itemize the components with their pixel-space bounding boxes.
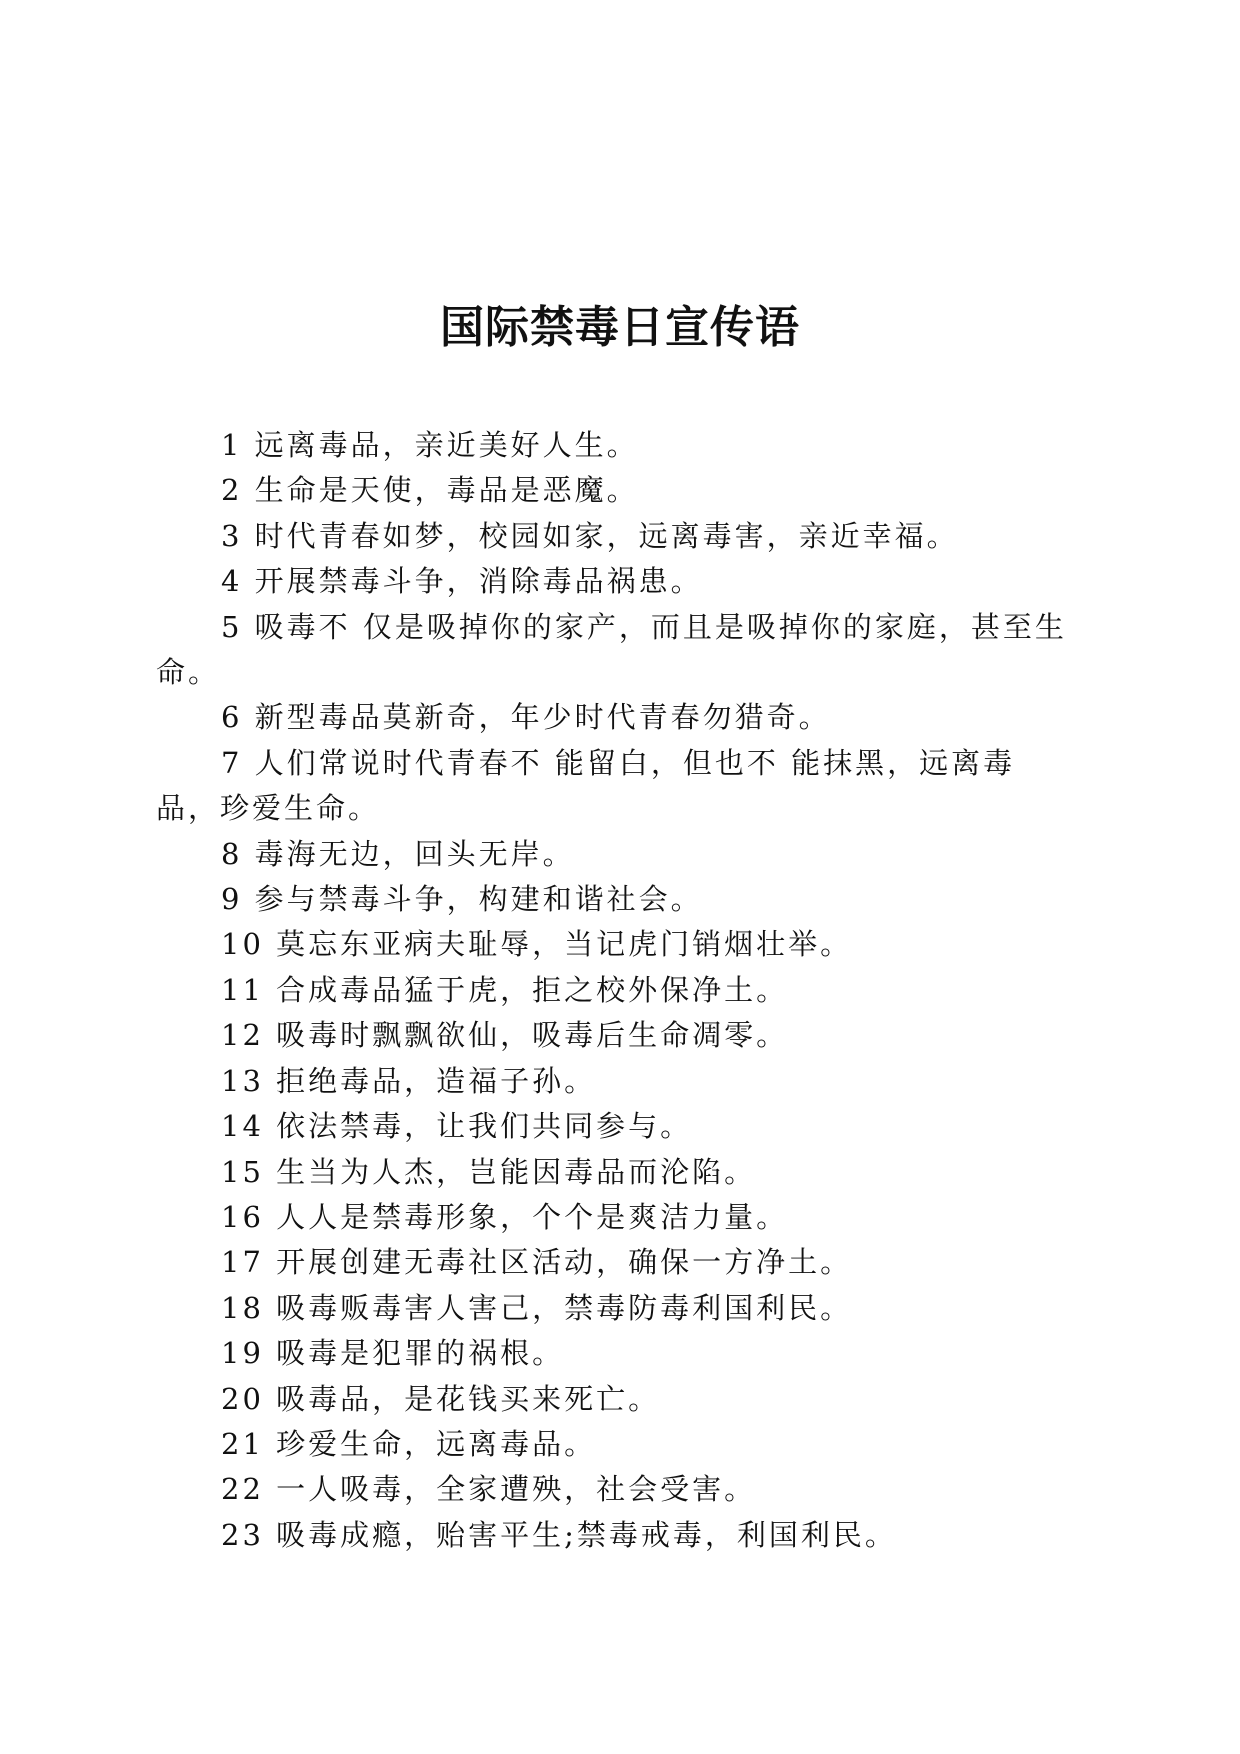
slogan-item: 17 开展创建无毒社区活动，确保一方净土。 bbox=[221, 1245, 853, 1280]
slogan-item: 19 吸毒是犯罪的祸根。 bbox=[221, 1336, 565, 1371]
slogan-item: 6 新型毒品莫新奇，年少时代青春勿猎奇。 bbox=[221, 700, 831, 735]
slogan-item: 13 拒绝毒品，造福子孙。 bbox=[221, 1063, 597, 1098]
slogan-item: 2 生命是天使，毒品是恶魔。 bbox=[221, 473, 639, 508]
slogan-item: 16 人人是禁毒形象，个个是爽洁力量。 bbox=[221, 1199, 789, 1234]
slogan-item: 12 吸毒时飘飘欲仙，吸毒后生命凋零。 bbox=[221, 1018, 789, 1053]
slogan-item: 9 参与禁毒斗争，构建和谐社会。 bbox=[221, 882, 703, 917]
slogan-item: 22 一人吸毒，全家遭殃，社会受害。 bbox=[221, 1472, 757, 1507]
slogan-list bbox=[156, 423, 1076, 1558]
slogan-item: 18 吸毒贩毒害人害己，禁毒防毒利国利民。 bbox=[221, 1290, 853, 1325]
slogan-item: 11 合成毒品猛于虎，拒之校外保净土。 bbox=[221, 972, 789, 1007]
slogan-item: 10 莫忘东亚病夫耻辱，当记虎门销烟壮举。 bbox=[221, 927, 853, 962]
slogan-item: 4 开展禁毒斗争，消除毒品祸患。 bbox=[221, 564, 703, 599]
slogan-item: 7 人们常说时代青春不 能留白，但也不 能抹黑，远离毒品，珍爱生命。 bbox=[156, 745, 1016, 826]
slogan-item: 3 时代青春如梦，校园如家，远离毒害，亲近幸福。 bbox=[221, 518, 959, 553]
slogan-item: 20 吸毒品，是花钱买来死亡。 bbox=[221, 1381, 661, 1416]
page-title: 国际禁毒日宣传语 bbox=[440, 302, 800, 353]
slogan-item: 15 生当为人杰，岂能因毒品而沦陷。 bbox=[221, 1154, 757, 1189]
slogan-item: 23 吸毒成瘾，贻害平生;禁毒戒毒，利国利民。 bbox=[221, 1517, 897, 1552]
slogan-item: 5 吸毒不 仅是吸掉你的家产，而且是吸掉你的家庭，甚至生命。 bbox=[156, 609, 1067, 690]
slogan-item: 8 毒海无边，回头无岸。 bbox=[221, 836, 575, 871]
slogan-item: 1 远离毒品，亲近美好人生。 bbox=[221, 428, 639, 462]
slogan-item: 21 珍爱生命，远离毒品。 bbox=[221, 1426, 597, 1461]
slogan-item: 14 依法禁毒，让我们共同参与。 bbox=[221, 1109, 693, 1144]
